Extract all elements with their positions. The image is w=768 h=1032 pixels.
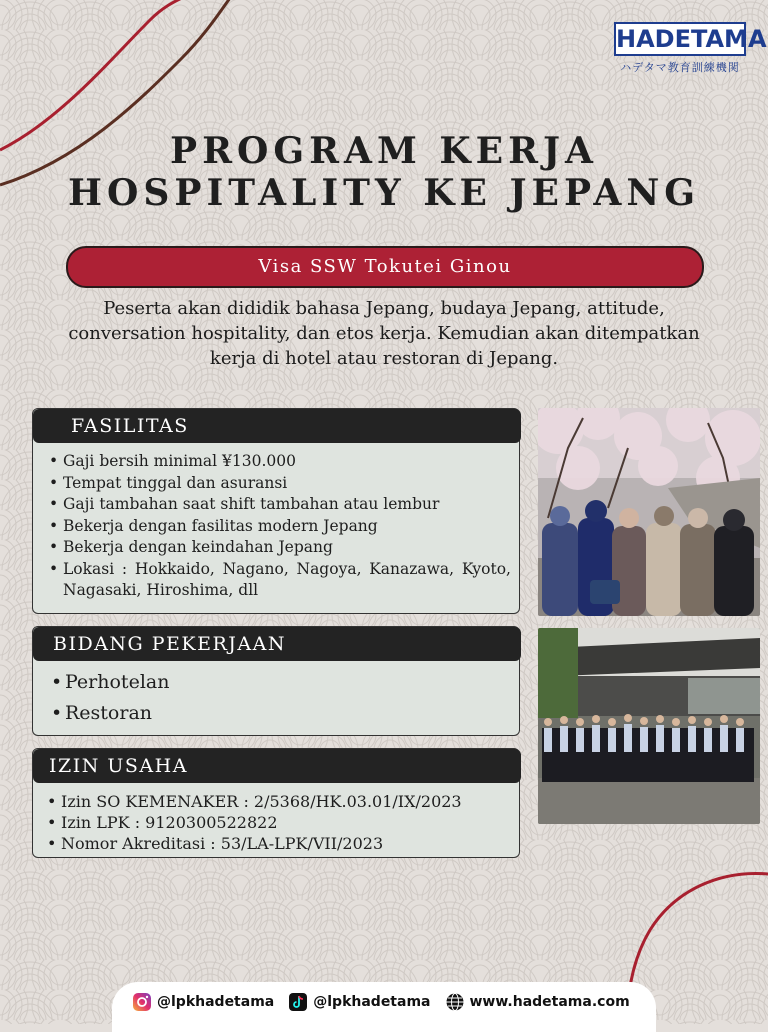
list-item: • Tempat tinggal dan asuransi xyxy=(49,473,511,495)
title-line-2: HOSPITALITY KE JEPANG xyxy=(68,172,700,214)
list-item: • Izin SO KEMENAKER : 2/5368/HK.03.01/IX/2023 xyxy=(47,791,462,812)
globe-icon xyxy=(445,992,465,1012)
hadetama-logo xyxy=(614,22,767,75)
izin-heading: IZIN USAHA xyxy=(33,749,521,783)
intro-paragraph: Peserta akan dididik bahasa Jepang, budaya Jepang, attitude, conversation hospitality, dan etos kerja. Kemudian akan ditempatkan kerja di hotel atau restoran di Jepang. xyxy=(68,298,700,369)
list-item: • Restoran xyxy=(51,698,169,729)
list-item: • Bekerja dengan keindahan Jepang xyxy=(49,537,511,559)
tiktok-icon xyxy=(288,992,308,1012)
list-item: • Gaji bersih minimal ¥130.000 xyxy=(49,451,511,473)
page-title xyxy=(0,130,768,214)
logo-subtitle: ハデタマ教育訓練機関 xyxy=(620,61,740,74)
list-item: • Perhotelan xyxy=(51,667,169,698)
instagram-link[interactable] xyxy=(132,992,274,1012)
list-item: • Bekerja dengan fasilitas modern Jepang xyxy=(49,516,511,538)
list-item: • Lokasi : Hokkaido, Nagano, Nagoya, Kanazawa, Kyoto, Nagasaki, Hiroshima, dll xyxy=(49,559,511,602)
fasilitas-card xyxy=(32,408,520,614)
website-link[interactable] xyxy=(445,992,630,1012)
website-url: www.hadetama.com xyxy=(469,994,630,1010)
visa-label-banner: Visa SSW Tokutei Ginou xyxy=(66,246,704,288)
title-line-1: PROGRAM KERJA xyxy=(170,130,598,172)
bidang-pekerjaan-card xyxy=(32,626,520,736)
footer-social-bar xyxy=(112,982,656,1032)
instagram-icon xyxy=(132,992,152,1012)
tiktok-handle: @lpkhadetama xyxy=(313,994,431,1010)
logo-name: HADETAMA xyxy=(614,22,746,56)
fasilitas-list xyxy=(49,451,511,602)
list-item: • Nomor Akreditasi : 53/LA-LPK/VII/2023 xyxy=(47,833,462,854)
instagram-handle: @lpkhadetama xyxy=(157,994,275,1010)
bidang-heading: BIDANG PEKERJAAN xyxy=(33,627,521,661)
izin-usaha-card xyxy=(32,748,520,858)
izin-list xyxy=(47,791,462,854)
list-item: • Izin LPK : 9120300522822 xyxy=(47,812,462,833)
fasilitas-heading: FASILITAS xyxy=(33,409,521,443)
list-item: • Gaji tambahan saat shift tambahan atau lembur xyxy=(49,494,511,516)
bidang-list xyxy=(51,667,169,729)
photo-sakura-group xyxy=(538,408,760,616)
photo-building-group xyxy=(538,628,760,824)
tiktok-link[interactable] xyxy=(288,992,430,1012)
